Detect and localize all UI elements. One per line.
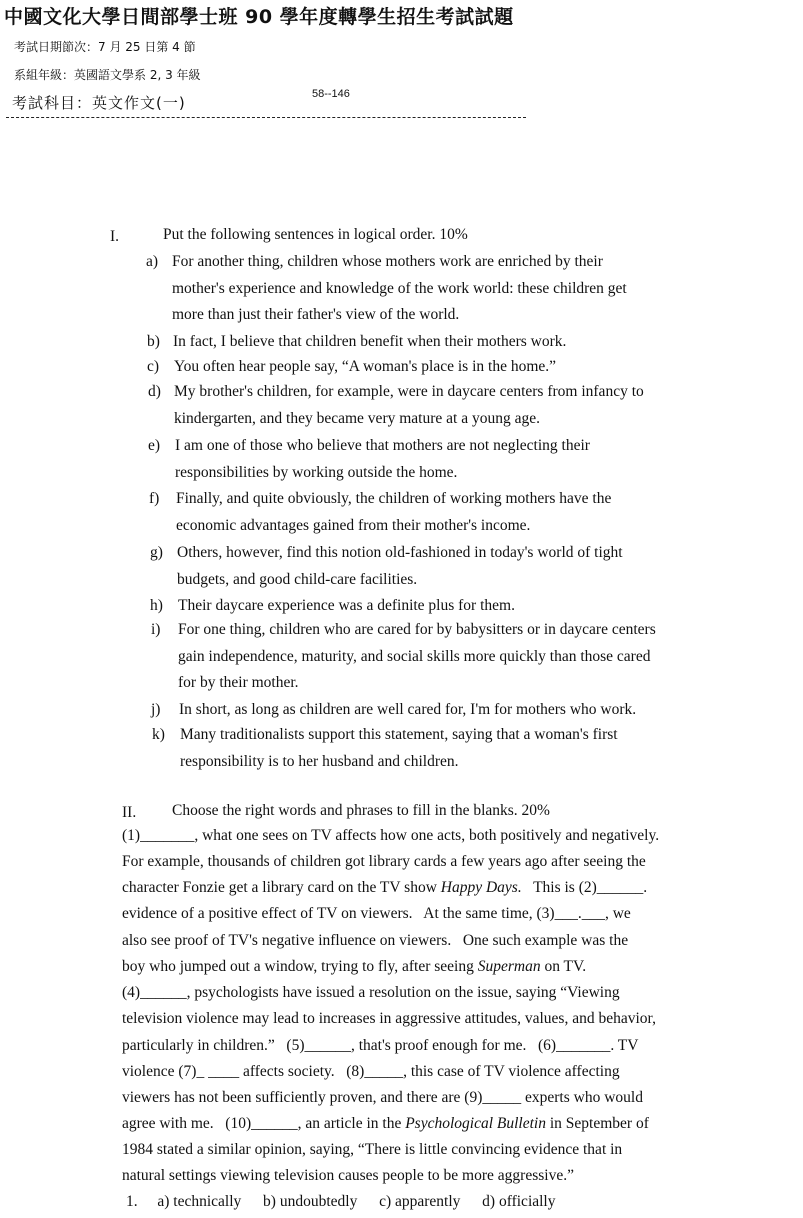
item-text-line: responsibilities by working outside the home.	[175, 463, 458, 481]
passage-text: in September of	[545, 1115, 649, 1132]
item-label: k)	[152, 726, 165, 743]
item-label: h)	[150, 597, 163, 614]
option-d: d) officially	[482, 1193, 556, 1210]
option-b: b) undoubtedly	[263, 1193, 358, 1210]
item-label: b)	[147, 333, 160, 350]
question-number: 1.	[126, 1193, 138, 1210]
passage-text: This is (2)______.	[521, 879, 648, 896]
item-text-line: Their daycare experience was a definite plus for them.	[178, 597, 515, 614]
department: 系組年級：英國語文學系 2, 3 年級	[14, 68, 201, 82]
passage-text: agree with me. (10)______, an article in the	[122, 1115, 406, 1132]
passage-line: also see proof of TV's negative influence on viewers. One such example was the	[122, 932, 629, 949]
item-text-line: I am one of those who believe that mothers are not neglecting their	[175, 437, 590, 454]
show-title: Superman	[477, 958, 541, 975]
passage-line: violence (7)_ ____ affects society. (8)_____, this case of TV violence affecting	[122, 1063, 620, 1080]
show-title: Happy Days.	[440, 879, 522, 896]
passage-text: on TV.	[540, 958, 587, 975]
item-label: d)	[148, 383, 161, 400]
exam-code: 58--146	[312, 88, 350, 100]
item-label: j)	[151, 701, 161, 718]
section1-instruction: Put the following sentences in logical order. 10%	[163, 226, 468, 243]
item-text-line: kindergarten, and they became very mature at a young age.	[174, 409, 540, 427]
item-label: a)	[146, 253, 159, 270]
passage-line: television violence may lead to increases in aggressive attitudes, values, and behavior,	[122, 1010, 656, 1027]
journal-title: Psychological Bulletin	[405, 1115, 546, 1132]
item-label: c)	[147, 358, 160, 375]
exam-subject: 考試科目：英文作文(一)	[12, 94, 186, 112]
item-label: g)	[150, 544, 163, 561]
item-label: e)	[148, 437, 161, 454]
passage-text: character Fonzie get a library card on the TV show	[122, 879, 441, 896]
item-text-line: My brother's children, for example, were in daycare centers from infancy to	[174, 383, 644, 400]
passage-line: viewers has not been sufficiently proven, and there are (9)_____ experts who would	[122, 1089, 643, 1106]
exam-title: 中國文化大學日間部學士班 90 學年度轉學生招生考試試題	[4, 6, 514, 28]
item-text-line: In short, as long as children are well cared for, I'm for mothers who work.	[179, 701, 637, 718]
option-c: c) apparently	[379, 1193, 461, 1210]
item-text-line: mother's experience and knowledge of the work world: these children get	[172, 279, 627, 297]
section2-numeral: II.	[122, 804, 137, 821]
passage-line: (4)______, psychologists have issued a resolution on the issue, saying “Viewing	[122, 984, 620, 1001]
item-text-line: economic advantages gained from their mother's income.	[176, 516, 531, 534]
passage-line	[122, 879, 647, 897]
exam-date: 考試日期節次：7 月 25 日第 4 節	[14, 40, 196, 54]
item-text-line: more than just their father's view of the world.	[172, 306, 460, 323]
item-text-line: Many traditionalists support this statement, saying that a woman's first	[180, 726, 618, 743]
item-text-line: budgets, and good child-care facilities.	[177, 570, 418, 588]
section1-numeral: I.	[110, 228, 120, 245]
item-text-line: gain independence, maturity, and social skills more quickly than those cared	[178, 647, 651, 665]
item-text-line: Finally, and quite obviously, the children of working mothers have the	[176, 490, 612, 507]
item-text-line: Others, however, find this notion old-fashioned in today's world of tight	[177, 544, 623, 561]
item-text-line: For another thing, children whose mothers work are enriched by their	[172, 253, 603, 270]
item-label: f)	[149, 490, 160, 507]
option-a: a) technically	[157, 1193, 242, 1210]
item-label: i)	[151, 621, 161, 638]
passage-line: evidence of a positive effect of TV on viewers. At the same time, (3)___.___, we	[122, 905, 631, 922]
header-divider	[6, 117, 526, 118]
item-text-line: responsibility is to her husband and children.	[180, 752, 459, 770]
item-text-line: You often hear people say, “A woman's place is in the home.”	[174, 358, 557, 375]
passage-line	[122, 958, 586, 976]
passage-text: boy who jumped out a window, trying to fly, after seeing	[122, 958, 478, 975]
item-text-line: In fact, I believe that children benefit when their mothers work.	[173, 333, 567, 350]
passage-line: 1984 stated a similar opinion, saying, “There is little convincing evidence that in	[122, 1141, 623, 1158]
passage-line: For example, thousands of children got library cards a few years ago after seeing the	[122, 853, 646, 870]
passage-line: (1)_______, what one sees on TV affects how one acts, both positively and negatively.	[122, 827, 660, 844]
item-text-line: for by their mother.	[178, 674, 299, 691]
passage-line	[122, 1115, 649, 1133]
passage-line: particularly in children.” (5)______, that's proof enough for me. (6)_______. TV	[122, 1037, 639, 1054]
item-text-line: For one thing, children who are cared for by babysitters or in daycare centers	[178, 621, 656, 638]
question-1	[126, 1193, 556, 1211]
passage-line: natural settings viewing television causes people to be more aggressive.”	[122, 1167, 574, 1184]
section2-instruction: Choose the right words and phrases to fill in the blanks. 20%	[172, 802, 550, 819]
